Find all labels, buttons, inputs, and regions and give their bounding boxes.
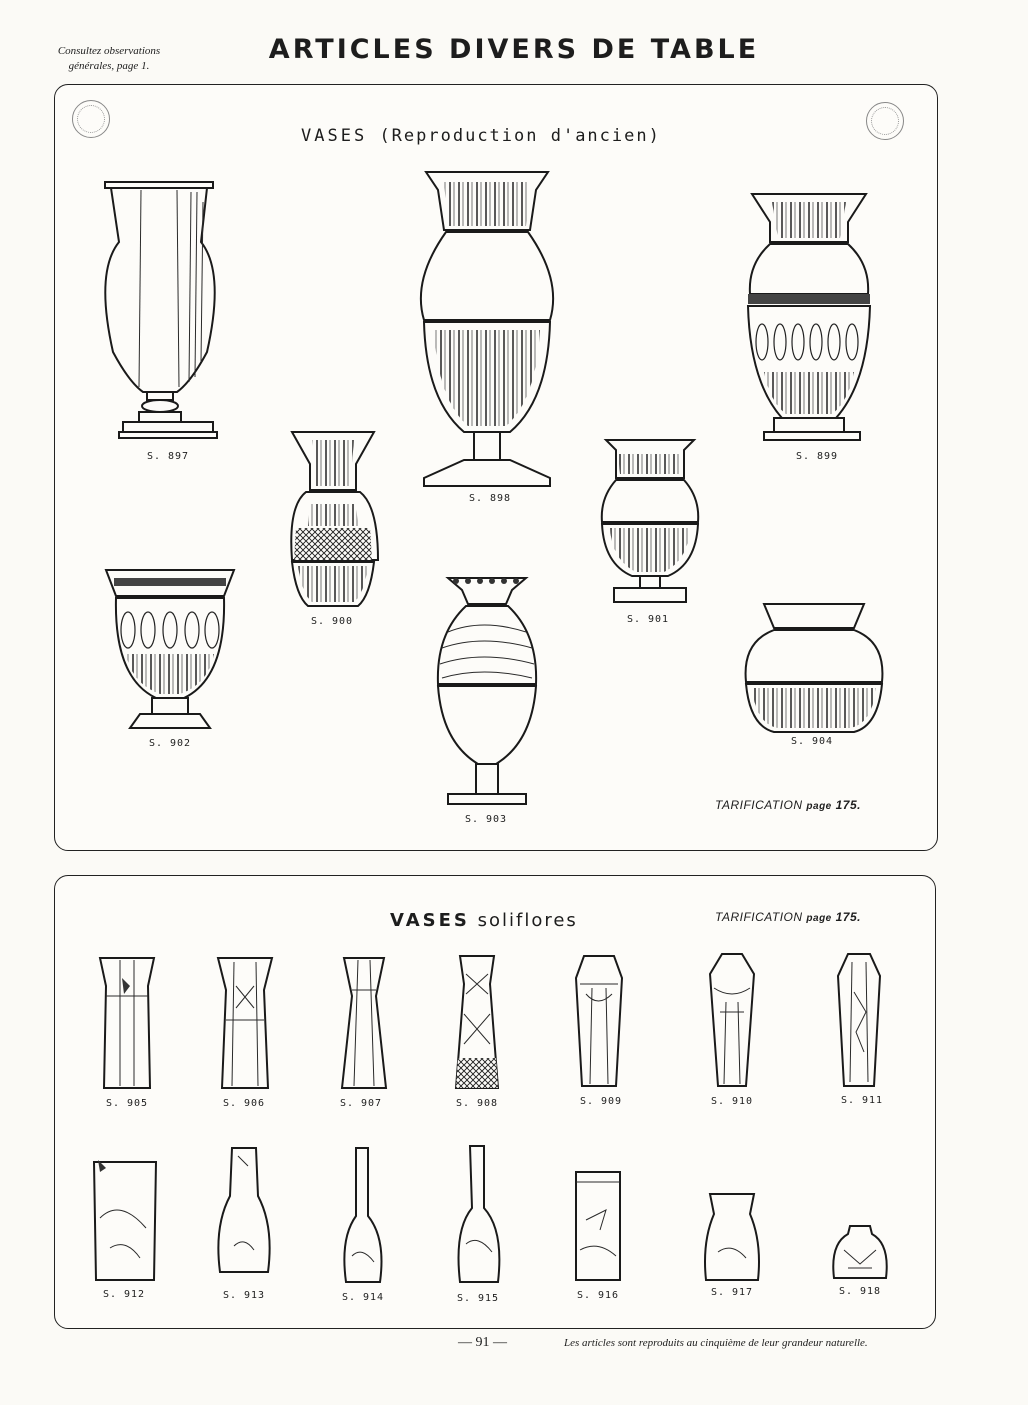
item-code-s898: S. 898 xyxy=(468,493,512,504)
soliflore-vase-icon xyxy=(572,954,626,1090)
section-title-ancien-main: VASES xyxy=(301,126,368,146)
section-title-ancien-sub: (Reproduction d'ancien) xyxy=(379,126,661,146)
swirl-cut-vase-icon xyxy=(432,574,542,810)
soliflore-vase-icon xyxy=(452,954,502,1092)
section-title-soliflores-sub: soliflores xyxy=(477,910,578,931)
soliflore-vase-icon xyxy=(340,1146,386,1288)
item-code-s899: S. 899 xyxy=(795,451,839,462)
section-title-ancien xyxy=(301,126,661,146)
page-number: — 91 — xyxy=(458,1335,507,1350)
item-code-s914: S. 914 xyxy=(341,1292,385,1303)
item-code-s904: S. 904 xyxy=(790,736,834,747)
header-note-line2: générales, page 1. xyxy=(68,60,150,72)
soliflore-vase-icon xyxy=(834,952,884,1090)
item-code-s901: S. 901 xyxy=(626,614,670,625)
plain-fluted-vase-icon xyxy=(95,182,225,444)
soliflore-vase-icon xyxy=(706,952,758,1090)
soliflore-vase-icon xyxy=(90,1158,160,1284)
soliflore-vase-icon xyxy=(340,956,388,1092)
footer-note: Les articles sont reproduits au cinquième de leur grandeur naturelle. xyxy=(564,1337,868,1349)
tarification-ancien-page-number: 175. xyxy=(835,798,861,812)
goblet-vase-icon xyxy=(104,568,236,740)
soliflore-vase-icon xyxy=(702,1192,762,1284)
item-code-s912: S. 912 xyxy=(102,1289,146,1300)
tarification-soliflores-page-word: page xyxy=(806,913,832,924)
soliflore-vase-icon xyxy=(830,1224,890,1282)
soliflore-vase-icon xyxy=(98,956,156,1092)
item-code-s908: S. 908 xyxy=(455,1098,499,1109)
soliflore-vase-icon xyxy=(570,1170,626,1284)
item-code-s905: S. 905 xyxy=(105,1098,149,1109)
footed-urn-vase-icon xyxy=(600,438,700,608)
squat-bowl-vase-icon xyxy=(744,602,884,736)
diamond-cut-tall-vase-icon xyxy=(412,170,562,495)
soliflore-vase-icon xyxy=(216,956,274,1092)
tarification-ancien xyxy=(715,798,861,812)
item-code-s907: S. 907 xyxy=(339,1098,383,1109)
item-code-s918: S. 918 xyxy=(838,1286,882,1297)
page-title: ARTICLES DIVERS DE TABLE xyxy=(268,34,760,65)
section-title-soliflores-main: VASES xyxy=(390,910,470,931)
item-code-s917: S. 917 xyxy=(710,1287,754,1298)
seal-left-icon xyxy=(72,100,110,138)
item-code-s910: S. 910 xyxy=(710,1096,754,1107)
item-code-s915: S. 915 xyxy=(456,1293,500,1304)
tarification-soliflores-label: TARIFICATION xyxy=(715,910,803,924)
item-code-s900: S. 900 xyxy=(310,616,354,627)
soliflore-vase-icon xyxy=(454,1144,504,1288)
item-code-s897: S. 897 xyxy=(146,451,190,462)
small-baluster-vase-icon xyxy=(288,430,378,612)
soliflore-vase-icon xyxy=(214,1146,274,1286)
item-code-s916: S. 916 xyxy=(576,1290,620,1301)
seal-right-icon xyxy=(866,102,904,140)
item-code-s913: S. 913 xyxy=(222,1290,266,1301)
diamond-cut-ovoid-vase-icon xyxy=(744,192,874,444)
header-note-line1: Consultez observations xyxy=(57,45,161,57)
item-code-s911: S. 911 xyxy=(840,1095,884,1106)
item-code-s909: S. 909 xyxy=(579,1096,623,1107)
tarification-soliflores-page-number: 175. xyxy=(835,910,861,924)
item-code-s903: S. 903 xyxy=(464,814,508,825)
section-title-soliflores xyxy=(390,910,578,931)
tarification-soliflores xyxy=(715,910,861,924)
item-code-s902: S. 902 xyxy=(148,738,192,749)
tarification-ancien-page-word: page xyxy=(806,801,832,812)
tarification-ancien-label: TARIFICATION xyxy=(715,798,803,812)
item-code-s906: S. 906 xyxy=(222,1098,266,1109)
